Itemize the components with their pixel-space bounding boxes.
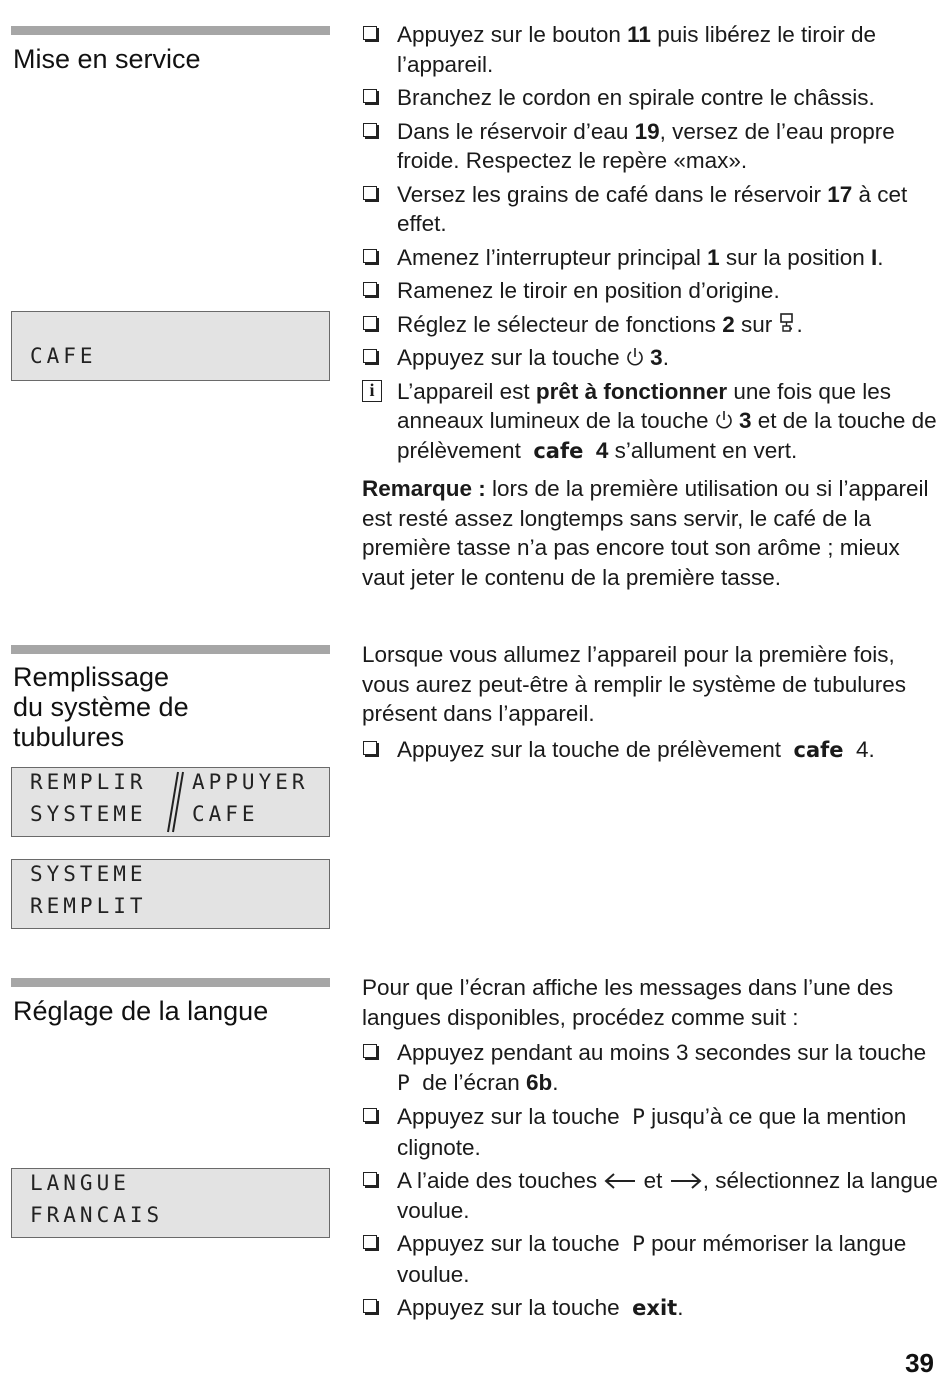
step-text: et <box>637 1168 663 1193</box>
lcd-line: REMPLIT <box>30 894 147 918</box>
step-text: Dans le réservoir d’eau <box>397 118 635 144</box>
step-text: . <box>877 244 884 270</box>
step-text: Appuyez sur la touche de prélèvement <box>397 736 781 762</box>
checkbox-icon <box>363 26 377 40</box>
lcd-line: LANGUE <box>30 1171 130 1195</box>
step-text: , sélectionnez la langue voulue. <box>397 1168 938 1223</box>
step-text: Appuyez sur la touche <box>397 1104 620 1129</box>
list-item <box>362 735 940 766</box>
alternating-separator-icon <box>162 770 186 834</box>
list-item <box>362 243 940 273</box>
checkbox-icon <box>363 1044 377 1058</box>
checkbox-icon <box>363 89 377 103</box>
checkbox-icon <box>363 349 377 363</box>
checkbox-icon <box>363 741 377 755</box>
p-key-label: P <box>632 1105 645 1129</box>
heading-mise-en-service: Mise en service <box>13 44 201 74</box>
list-item <box>362 117 940 176</box>
step-text: Appuyez sur la touche <box>397 1295 620 1320</box>
lcd-display-cafe <box>11 311 330 381</box>
list-item: Réglez le sélecteur de fonctions 2 sur . <box>362 310 940 340</box>
info-icon: i <box>362 380 382 402</box>
checkbox-icon <box>363 1235 377 1249</box>
list-item <box>362 1229 940 1289</box>
step-ref: 1 <box>707 244 720 270</box>
checkbox-icon <box>363 282 377 296</box>
step-text: Branchez le cordon en spirale contre le châssis. <box>397 85 875 110</box>
step-text: . <box>662 345 669 370</box>
cafe-key-label: cafe <box>533 438 584 463</box>
step-text: , versez de l’eau propre froide. Respectez le repère «max». <box>397 118 895 173</box>
step-text: puis libérez le tiroir de l’appareil. <box>397 22 877 77</box>
lcd-display-langue <box>11 1168 330 1238</box>
p-key-label: P <box>397 1070 410 1095</box>
info-ref: 4 <box>595 437 609 463</box>
step-text: sur <box>734 311 773 337</box>
info-text: s’allument en vert. <box>608 437 798 463</box>
step-text: Appuyez sur le bouton <box>397 22 628 47</box>
step-text: sur la position <box>719 244 871 270</box>
step-text: à cet effet. <box>397 181 908 236</box>
lcd-line: SYSTEME <box>30 862 147 886</box>
heading-remplissage <box>13 662 189 752</box>
list-item <box>362 1102 940 1162</box>
checkbox-icon <box>363 1299 377 1313</box>
step-text: jusqu’à ce que la mention clignote. <box>397 1104 907 1160</box>
lcd-line: CAFE <box>30 344 97 368</box>
lcd-line: FRANCAIS <box>30 1203 164 1227</box>
remark-text: lors de la première utilisation ou si l’appareil est resté assez longtemps sans servir, le café de la première tasse n’a pas encore tout son arôme ; mieux vaut jeter le contenu de la première tasse. <box>362 476 929 590</box>
info-text: L’appareil est <box>397 378 536 404</box>
list-item <box>362 83 940 113</box>
remplissage-intro: Lorsque vous allumez l’appareil pour la première fois, vous aurez peut-être à remplir le système de tubulures présent dans l’appareil. <box>362 642 907 726</box>
step-text: A l’aide des touches <box>397 1168 598 1193</box>
list-item <box>362 1293 940 1324</box>
step-text: Appuyez sur la touche <box>397 345 620 370</box>
step-ref: I <box>871 244 878 270</box>
langue-intro: Pour que l’écran affiche les messages dans l’une des langues disponibles, procédez comme suit : <box>362 975 894 1030</box>
section-bar-remplissage <box>11 645 330 654</box>
info-text: une fois que les anneaux lumineux de la touche <box>397 378 891 433</box>
step-text: Amenez l’interrupteur principal <box>397 244 708 270</box>
lcd-display-systeme-remplit <box>11 859 330 929</box>
step-text: Ramenez le tiroir en position d’origine. <box>397 278 780 303</box>
step-text: Appuyez pendant au moins 3 secondes sur la touche <box>397 1040 927 1065</box>
lcd-line: APPUYER <box>192 770 309 794</box>
list-item <box>362 343 940 373</box>
arrow-right-icon <box>669 1171 703 1191</box>
list-item <box>362 180 940 239</box>
step-ref: 2 <box>722 311 735 337</box>
list-item <box>362 1038 940 1098</box>
remplissage-content <box>362 640 940 769</box>
step-text: Versez les grains de café dans le réservoir <box>397 181 828 207</box>
lcd-display-remplir <box>11 767 330 837</box>
step-text: Appuyez sur la touche <box>397 1231 620 1256</box>
checkbox-icon <box>363 186 377 200</box>
info-note <box>362 377 940 467</box>
remark-label: Remarque : <box>362 476 486 501</box>
heading-line: Remplissage <box>13 662 170 692</box>
step-text: . <box>868 736 875 762</box>
checkbox-icon <box>363 316 377 330</box>
checkbox-icon <box>363 123 377 137</box>
checkbox-icon <box>363 1172 377 1186</box>
section-bar-langue <box>11 978 330 987</box>
mise-en-service-content <box>362 20 940 598</box>
info-text: et de la touche de prélèvement <box>397 408 937 463</box>
cafe-key-label: cafe <box>793 737 844 762</box>
checkbox-icon <box>363 249 377 263</box>
list-item <box>362 1166 940 1225</box>
list-item <box>362 20 940 79</box>
checkbox-icon <box>363 1108 377 1122</box>
section-bar-mise <box>11 26 330 35</box>
langue-content <box>362 973 940 1328</box>
info-emphasis: prêt à fonctionner <box>535 378 728 404</box>
step-text: . <box>677 1295 684 1320</box>
lcd-line: CAFE <box>192 802 259 826</box>
heading-line: du système de <box>13 692 189 722</box>
step-ref: 6b <box>526 1069 553 1095</box>
list-item <box>362 276 940 306</box>
step-ref: 17 <box>827 181 853 207</box>
arrow-left-icon <box>603 1171 637 1191</box>
step-ref: 4 <box>856 736 869 762</box>
lcd-line: SYSTEME <box>30 802 147 826</box>
cup-icon <box>778 311 796 335</box>
p-key-label: P <box>632 1232 645 1256</box>
heading-line: tubulures <box>13 722 125 752</box>
step-ref: 19 <box>634 118 660 144</box>
power-icon <box>626 346 644 368</box>
page-number: 39 <box>905 1348 934 1378</box>
step-ref: 11 <box>627 22 651 47</box>
lcd-line: REMPLIR <box>30 770 147 794</box>
info-ref: 3 <box>739 408 752 433</box>
step-text: de l’écran <box>422 1069 526 1095</box>
step-text: Réglez le sélecteur de fonctions <box>397 311 723 337</box>
exit-key-label: exit <box>632 1296 678 1320</box>
remark-paragraph <box>362 474 940 592</box>
heading-reglage-langue: Réglage de la langue <box>13 996 269 1026</box>
step-ref: 3 <box>650 345 663 370</box>
step-text: . <box>552 1069 559 1095</box>
step-text: pour mémoriser la langue voulue. <box>397 1231 907 1287</box>
power-icon <box>715 409 733 431</box>
